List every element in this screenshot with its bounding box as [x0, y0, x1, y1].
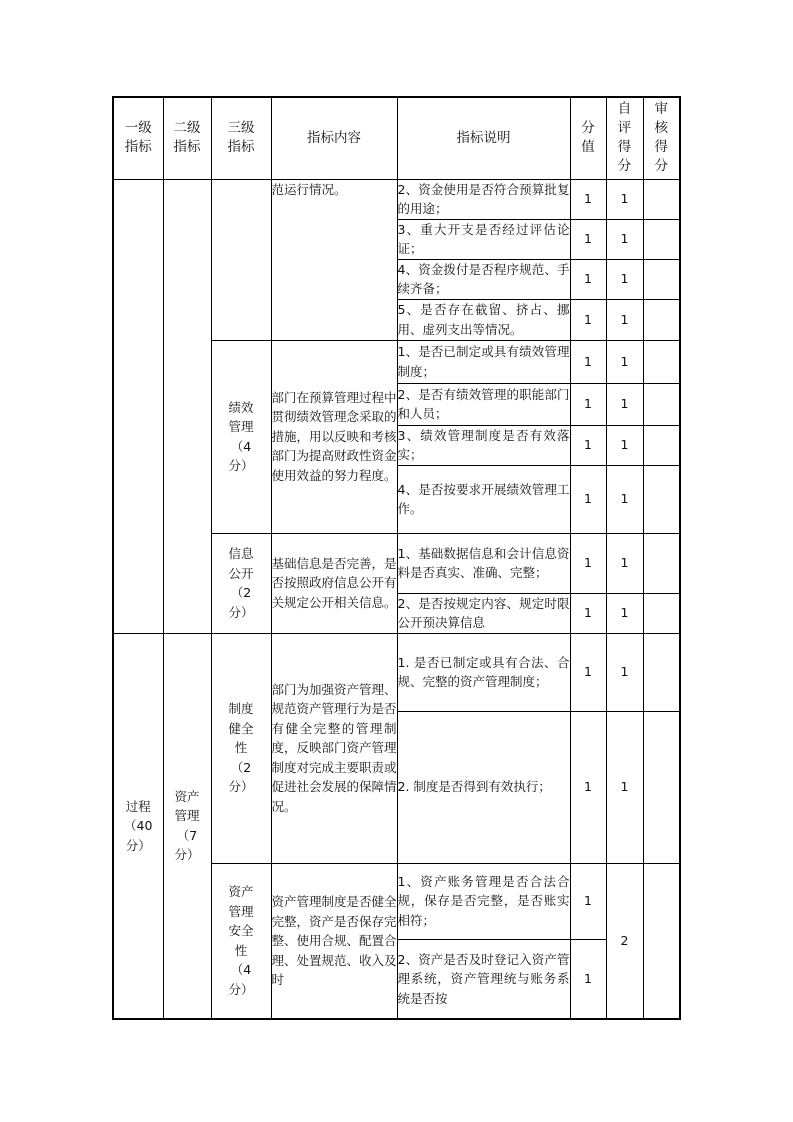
desc-cell: 4、资金拨付是否程序规范、手续齐备；: [397, 259, 570, 299]
header-level3: 三级 指标: [211, 97, 271, 179]
table-row: [113, 633, 680, 711]
desc-cell: 2、资产是否及时登记入资产管理系统，资产管理统与账务系统是否按: [397, 939, 570, 1019]
level3-cell-empty: [211, 179, 271, 340]
desc-cell: 1、资产账务管理是否合法合规，保存是否完整，是否账实相符；: [397, 863, 570, 939]
review-score-cell: [643, 383, 680, 425]
desc-cell: 4、是否按要求开展绩效管理工作。: [397, 465, 570, 533]
self-score-cell: 2: [606, 863, 643, 1019]
score-cell: 1: [570, 593, 606, 633]
header-content: 指标内容: [271, 97, 397, 179]
score-cell: 1: [570, 863, 606, 939]
level3-system: 制度 健全 性 （2 分）: [211, 633, 271, 863]
review-score-cell: [643, 219, 680, 259]
evaluation-table: [112, 96, 681, 1020]
content-safety: 资产管理制度是否健全完整，资产是否保存完整、使用合规、配置合理、处置规范、收入及时: [271, 863, 397, 1019]
header-score: 分 值: [570, 97, 606, 179]
score-cell: 1: [570, 340, 606, 383]
self-score-cell: 1: [606, 219, 643, 259]
desc-cell: 3、重大开支是否经过评估论证；: [397, 219, 570, 259]
content-info: 基础信息是否完善，是否按照政府信息公开有关规定公开相关信息。: [271, 533, 397, 633]
review-score-cell: [643, 633, 680, 711]
score-cell: 1: [570, 299, 606, 340]
score-cell: 1: [570, 219, 606, 259]
header-level1: 一级 指标: [113, 97, 163, 179]
review-score-cell: [643, 179, 680, 219]
self-score-cell: 1: [606, 633, 643, 711]
score-cell: 1: [570, 711, 606, 863]
level1-cell-empty: [113, 179, 163, 633]
header-self-score: 自 评 得 分: [606, 97, 643, 179]
score-cell: 1: [570, 533, 606, 593]
review-score-cell: [643, 533, 680, 593]
review-score-cell: [643, 425, 680, 465]
content-perf: 部门在预算管理过程中贯彻绩效管理念采取的措施，用以反映和考核部门为提高财政性资金使用效益的努力程度。: [271, 340, 397, 533]
desc-cell: 2. 制度是否得到有效执行；: [397, 711, 570, 863]
header-description: 指标说明: [397, 97, 570, 179]
score-cell: 1: [570, 383, 606, 425]
self-score-cell: 1: [606, 179, 643, 219]
desc-cell: 1、基础数据信息和会计信息资料是否真实、准确、完整；: [397, 533, 570, 593]
review-score-cell: [643, 340, 680, 383]
score-cell: 1: [570, 425, 606, 465]
header-row: [113, 97, 680, 179]
self-score-cell: 1: [606, 259, 643, 299]
self-score-cell: 1: [606, 593, 643, 633]
review-score-cell: [643, 259, 680, 299]
desc-cell: 2、是否按规定内容、规定时限公开预决算信息: [397, 593, 570, 633]
self-score-cell: 1: [606, 425, 643, 465]
self-score-cell: 1: [606, 383, 643, 425]
score-cell: 1: [570, 465, 606, 533]
level2-cell-empty: [163, 179, 211, 633]
score-cell: 1: [570, 179, 606, 219]
level1-process: 过程 （40 分）: [113, 633, 163, 1019]
content-system: 部门为加强资产管理、规范资产管理行为是否有健全完整的管理制度，反映部门资产管理制度对完成主要职责或促进社会发展的保障情况。: [271, 633, 397, 863]
review-score-cell: [643, 593, 680, 633]
score-cell: 1: [570, 259, 606, 299]
desc-cell: 2、是否有绩效管理的职能部门和人员；: [397, 383, 570, 425]
header-level2: 二级 指标: [163, 97, 211, 179]
level3-info: 信息 公开 （2 分）: [211, 533, 271, 633]
desc-cell: 3、绩效管理制度是否有效落实；: [397, 425, 570, 465]
review-score-cell: [643, 465, 680, 533]
table-row: [113, 179, 680, 219]
level3-perf: 绩效 管理 （4 分）: [211, 340, 271, 533]
review-score-cell: [643, 299, 680, 340]
score-cell: 1: [570, 633, 606, 711]
level2-asset: 资产 管理 （7 分）: [163, 633, 211, 1019]
content-cell: 范运行情况。: [271, 179, 397, 340]
desc-cell: 1. 是否已制定或具有合法、合规、完整的资产管理制度；: [397, 633, 570, 711]
self-score-cell: 1: [606, 711, 643, 863]
level3-safety: 资产 管理 安全 性 （4 分）: [211, 863, 271, 1019]
self-score-cell: 1: [606, 533, 643, 593]
header-review-score: 审 核 得 分: [643, 97, 680, 179]
desc-cell: 1、是否已制定或具有绩效管理制度；: [397, 340, 570, 383]
review-score-cell: [643, 863, 680, 1019]
desc-cell: 2、资金使用是否符合预算批复的用途；: [397, 179, 570, 219]
review-score-cell: [643, 711, 680, 863]
self-score-cell: 1: [606, 465, 643, 533]
score-cell: 1: [570, 939, 606, 1019]
desc-cell: 5、是否存在截留、挤占、挪用、虚列支出等情况。: [397, 299, 570, 340]
self-score-cell: 1: [606, 340, 643, 383]
self-score-cell: 1: [606, 299, 643, 340]
